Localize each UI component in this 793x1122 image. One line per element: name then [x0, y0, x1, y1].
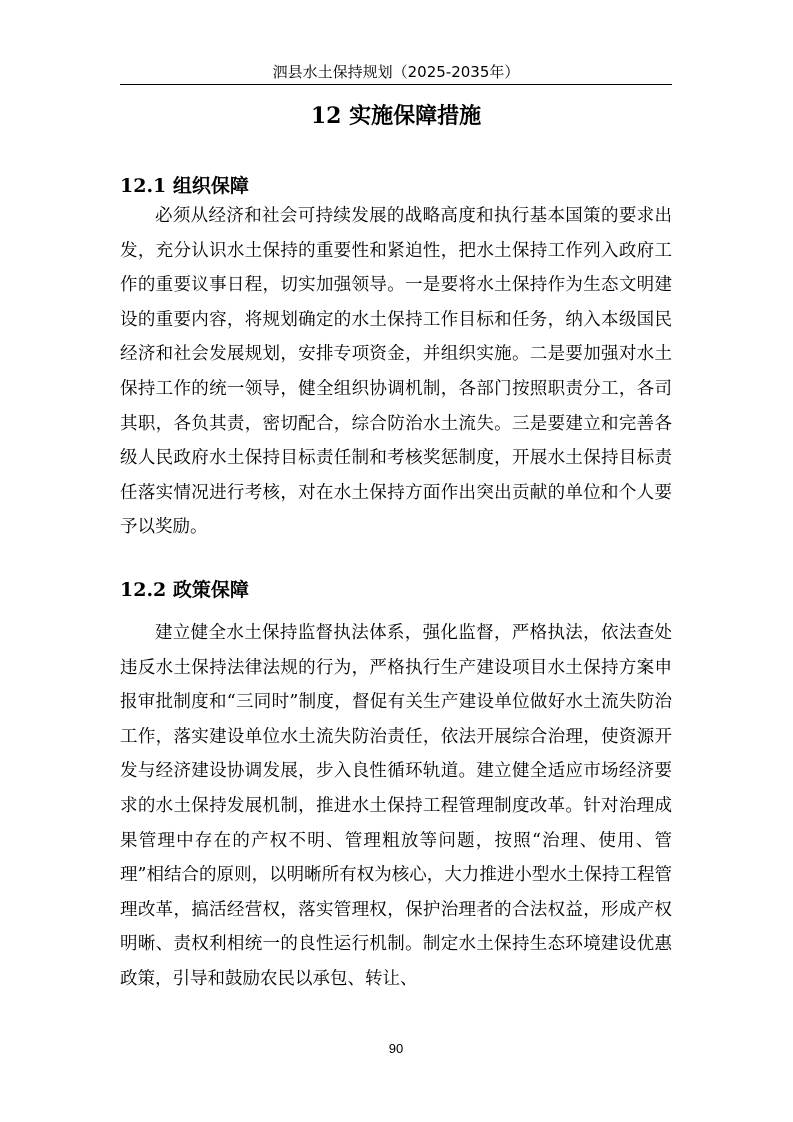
section-paragraph-organization: 必须从经济和社会可持续发展的战略高度和执行基本国策的要求出发，充分认识水土保持的重要性和紧迫性，把水土保持工作列入政府工作的重要议事日程，切实加强领导。一是要将水土保持作为生态文明建设的重要内容，将规划确定的水土保持工作目标和任务，纳入本级国民经济和社会发展规划，安排专项资金，并组织实施。二是要加强对水土保持工作的统一领导，健全组织协调机制，各部门按照职责分工，各司其职，各负其责，密切配合，综合防治水土流失。三是要建立和完善各级人民政府水土保持目标责任制和考核奖惩制度，开展水土保持目标责任落实情况进行考核，对在水土保持方面作出突出贡献的单位和个人要予以奖励。: [120, 206, 672, 538]
chapter-title: 12 实施保障措施: [310, 103, 482, 129]
section-heading-organization: 12.1 组织保障: [120, 175, 249, 197]
section-paragraph-policy: 建立健全水土保持监督执法体系，强化监督，严格执法，依法查处 违反水土保持法律法规的行为，严格执行生产建设项目水土保持方案申 报审批制度和“三同时”制度，督促有关生产建设单位做好水土流失防治工作，落实建设单位水土流失防治责任，依法开展综合治理，使资源开发与经济建设协调发展，步入良性循环轨道。建立健全适应市场经济要求的水土保持发展机制，推进水土保持工程管理制度改革。针对治理成果管理中存在的产权不明、管理粗放等问题，按照“治理、使用、管理”相结合的原则，以明晰所有权为核心，大力推进小型水土保持工程管理改革，搞活经营权，落实管理权，保护治理者的合法权益，形成产权明晰、责权利相统一的良性运行机制。制定水土保持生态环境建设优惠政策，引导和鼓励农民以承包、转让、: [120, 623, 672, 989]
header-divider: [120, 84, 672, 85]
section-heading-policy: 12.2 政策保障: [120, 579, 249, 601]
running-header: 泗县水土保持规划（2025-2035年）: [272, 63, 520, 81]
page-number: 90: [388, 1041, 404, 1056]
